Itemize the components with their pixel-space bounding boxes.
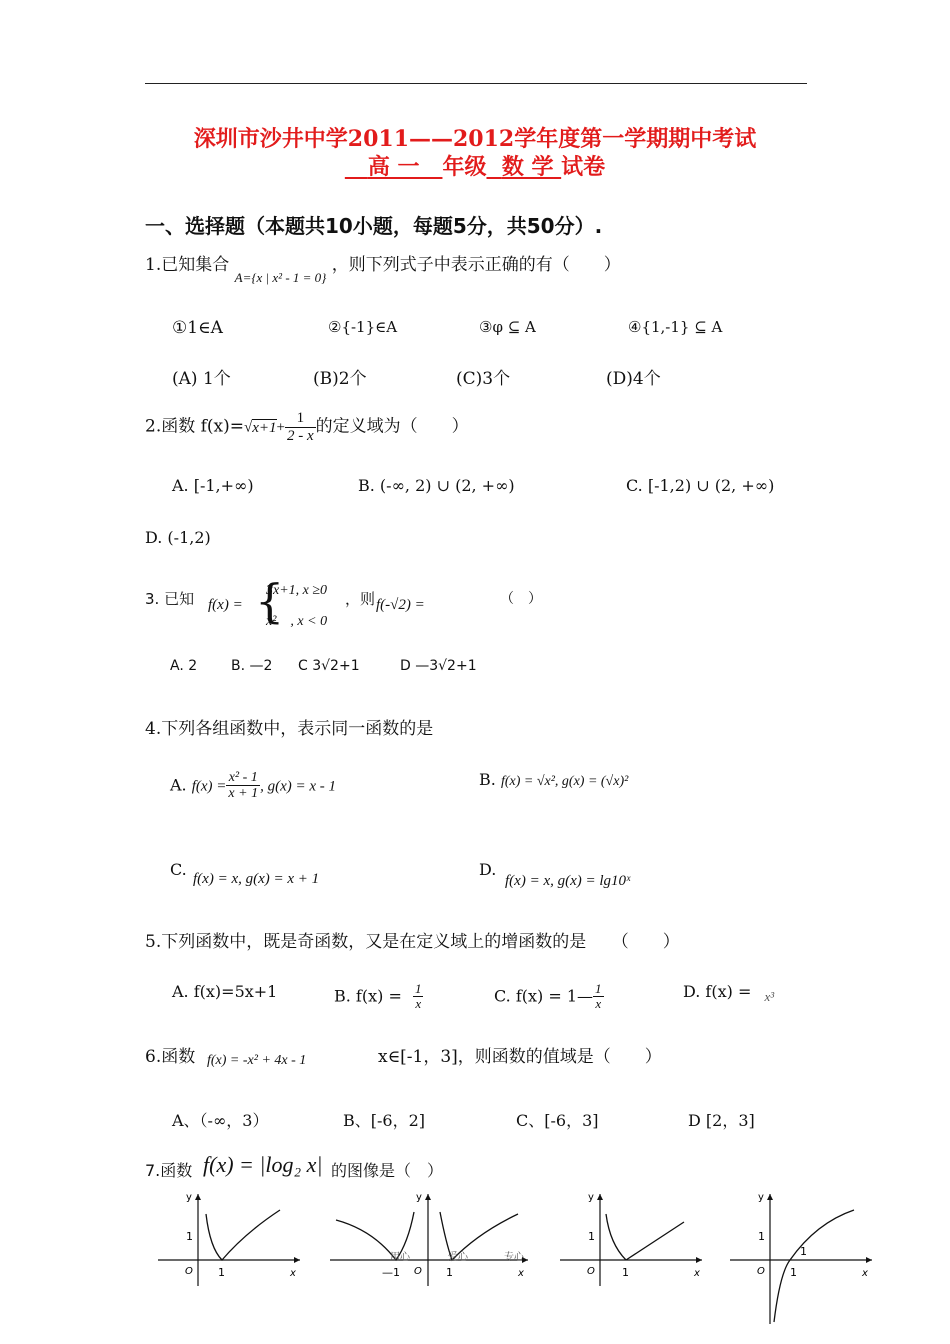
q3-case1: 3x+1, x ≥0 bbox=[266, 583, 328, 598]
q4-a bbox=[170, 770, 336, 802]
q2-prefix: 2.函数 f(x)= bbox=[145, 416, 245, 437]
q5-option-b bbox=[334, 982, 423, 1012]
origin-label: O bbox=[185, 1266, 193, 1277]
q5-b-num: 1 bbox=[414, 981, 422, 996]
q2-option-a: A. [-1,+∞) bbox=[172, 476, 254, 495]
q2-stem: 2.函数 f(x)=√x+1+ $\frac{1}{2 - x}$ 的定义域为（ ） bbox=[145, 410, 469, 444]
q3-option-d: D —3√2+1 bbox=[400, 658, 477, 674]
tick-y-label: 1 bbox=[186, 1230, 193, 1243]
q3-paren: （ ） bbox=[500, 591, 542, 607]
paper-label: 试卷 bbox=[561, 154, 606, 180]
exam-title: 深圳市沙井中学2011——2012学年度第一学期期中考试 bbox=[193, 126, 757, 152]
q6-option-b: B、[-6，2] bbox=[343, 1111, 426, 1130]
curve bbox=[774, 1210, 854, 1322]
tick-y-label: 1 bbox=[588, 1230, 595, 1243]
q5-b-den: x bbox=[415, 996, 422, 1012]
q2-option-b: B. (-∞, 2) ∪ (2, +∞) bbox=[358, 476, 515, 495]
x-label: x bbox=[862, 1268, 868, 1279]
nianji-label: 年级 bbox=[442, 154, 487, 180]
q5-c-den: x bbox=[595, 996, 602, 1012]
tick-x-label: 1 bbox=[790, 1266, 797, 1279]
q1-option-4: ④{1,-1} ⊆ A bbox=[628, 318, 723, 336]
q5-c-pre: C. f(x) = 1— bbox=[494, 986, 594, 1006]
x-label: x bbox=[518, 1268, 524, 1279]
origin-label: O bbox=[414, 1266, 422, 1277]
tick-neg-label: —1 bbox=[382, 1266, 400, 1279]
tick-x2-label: 1 bbox=[800, 1245, 807, 1258]
q5-d-expr: x³ bbox=[764, 989, 775, 1004]
q3-fx: f(x) = bbox=[208, 597, 243, 613]
q2-option-d: D. (-1,2) bbox=[145, 528, 211, 547]
q4-b bbox=[479, 770, 628, 790]
q1-answer-a: (A) 1个 bbox=[172, 369, 231, 389]
origin-label: O bbox=[757, 1266, 765, 1277]
origin-label: O bbox=[587, 1266, 595, 1277]
q4-a-label: A. bbox=[170, 775, 187, 795]
q7-graph-d bbox=[726, 1188, 886, 1328]
y-label: y bbox=[416, 1192, 422, 1203]
q1-option-2: ②{-1}∈A bbox=[328, 318, 398, 336]
watermark-3: 专心 bbox=[504, 1252, 524, 1263]
q5-c-fraction bbox=[593, 982, 604, 1012]
q2-suffix: 的定义域为（ ） bbox=[315, 416, 469, 437]
q1-answer-d: (D)4个 bbox=[606, 369, 661, 389]
x-label: x bbox=[290, 1268, 296, 1279]
q5-option-d bbox=[683, 982, 775, 1004]
tick-x-label: 1 bbox=[622, 1266, 629, 1279]
q3-option-b: B. —2 bbox=[231, 658, 273, 674]
curve bbox=[206, 1210, 280, 1260]
q4-d-expr: f(x) = x, g(x) = lg10ˣ bbox=[505, 873, 631, 889]
q6-domain: x∈[-1，3]，则函数的值域是（ ） bbox=[378, 1047, 662, 1067]
q4-a-g: , g(x) = x - 1 bbox=[260, 778, 337, 795]
q5-b-pre: B. f(x) = bbox=[334, 986, 402, 1006]
q4-c-label: C. bbox=[170, 860, 187, 879]
q3-option-a: A. 2 bbox=[170, 658, 198, 674]
y-arrow-icon bbox=[767, 1194, 773, 1200]
q4-a-f: f(x) = bbox=[191, 778, 227, 795]
q6-option-c: C、[-6，3] bbox=[516, 1111, 599, 1130]
q4-a-den: x + 1 bbox=[228, 786, 259, 802]
q7-graph-c bbox=[556, 1188, 716, 1288]
header-rule bbox=[145, 83, 807, 84]
q3-option-c: C 3√2+1 bbox=[298, 658, 360, 674]
q1-answer-b: (B)2个 bbox=[313, 369, 367, 389]
watermark-2: 爱心 bbox=[448, 1252, 468, 1263]
watermark-1: 用心 bbox=[390, 1252, 410, 1263]
q2-option-c: C. [-1,2) ∪ (2, +∞) bbox=[626, 476, 775, 495]
q3-eval: f(-√2) = bbox=[376, 597, 425, 613]
y-arrow-icon bbox=[597, 1194, 603, 1200]
q1-prefix: 1.已知集合 bbox=[145, 255, 230, 275]
q3-brace: { bbox=[255, 574, 285, 628]
curve bbox=[606, 1214, 626, 1260]
q7-suffix: 的图像是（ ） bbox=[331, 1161, 444, 1180]
q4-a-num: x² - 1 bbox=[226, 770, 260, 786]
q4-b-label: B. bbox=[479, 770, 496, 789]
y-arrow-icon bbox=[195, 1194, 201, 1200]
q2-fraction bbox=[285, 410, 316, 444]
tick-x-label: 1 bbox=[218, 1266, 225, 1279]
q2-plus: + bbox=[276, 419, 285, 436]
q7-prefix: 7.函数 bbox=[145, 1161, 193, 1180]
subject-label: 数 学 bbox=[501, 154, 554, 180]
q7-graph-a bbox=[150, 1188, 310, 1288]
q3-then: ，则 bbox=[345, 590, 376, 608]
q4-a-fraction bbox=[226, 770, 260, 802]
q5-c-num: 1 bbox=[595, 981, 602, 996]
y-arrow-icon bbox=[425, 1194, 431, 1200]
grade-label: 高 一 bbox=[367, 154, 420, 180]
line-segment bbox=[626, 1222, 684, 1260]
q5-b-fraction bbox=[413, 982, 424, 1012]
q1-suffix: ，则下列式子中表示正确的有（ ） bbox=[331, 255, 621, 275]
q5-option-c bbox=[494, 982, 604, 1012]
q3-prefix: 3. 已知 bbox=[145, 590, 195, 608]
q2-frac-num: 1 bbox=[285, 410, 316, 428]
q4-stem: 4.下列各组函数中，表示同一函数的是 bbox=[145, 719, 434, 739]
q4-b-expr: f(x) = √x², g(x) = (√x)² bbox=[500, 774, 629, 789]
q1-option-1: ①1∈A bbox=[172, 318, 223, 338]
q6-prefix: 6.函数 bbox=[145, 1047, 196, 1067]
q7-graph-b bbox=[328, 1188, 538, 1288]
x-arrow-icon bbox=[866, 1257, 872, 1263]
y-label: y bbox=[186, 1192, 192, 1203]
q5-d-pre: D. f(x) = bbox=[683, 982, 752, 1001]
exam-subtitle bbox=[0, 150, 950, 181]
q2-frac-den: 2 - x bbox=[287, 427, 314, 444]
tick-y-label: 1 bbox=[758, 1230, 765, 1243]
x-arrow-icon bbox=[696, 1257, 702, 1263]
q1-set: A={x | x² - 1 = 0} bbox=[234, 270, 327, 285]
q1-option-3: ③φ ⊆ A bbox=[479, 318, 536, 336]
q2-sqrt: x+1 bbox=[252, 419, 277, 436]
q1-answer-c: (C)3个 bbox=[456, 369, 511, 389]
q4-d-label: D. bbox=[479, 860, 497, 879]
y-label: y bbox=[588, 1192, 594, 1203]
q6-option-a: A、（-∞，3） bbox=[172, 1111, 269, 1130]
tick-x-label: 1 bbox=[446, 1266, 453, 1279]
q6-option-d: D [2，3] bbox=[688, 1111, 755, 1130]
q5-stem: 5.下列函数中，既是奇函数，又是在定义域上的增函数的是 （ ） bbox=[145, 932, 680, 952]
q6-expr: f(x) = -x² + 4x - 1 bbox=[207, 1053, 307, 1068]
x-label: x bbox=[694, 1268, 700, 1279]
q3-case2: x² , x < 0 bbox=[266, 614, 328, 629]
section-heading: 一、选择题（本题共10小题，每题5分，共50分）. bbox=[145, 214, 603, 238]
q5-option-a: A. f(x)=5x+1 bbox=[172, 982, 278, 1001]
x-arrow-icon bbox=[294, 1257, 300, 1263]
q7-expr: f(x) = |log₂ x| bbox=[203, 1152, 323, 1177]
q1-stem bbox=[145, 250, 621, 285]
y-label: y bbox=[758, 1192, 764, 1203]
q4-c-expr: f(x) = x, g(x) = x + 1 bbox=[193, 871, 320, 887]
